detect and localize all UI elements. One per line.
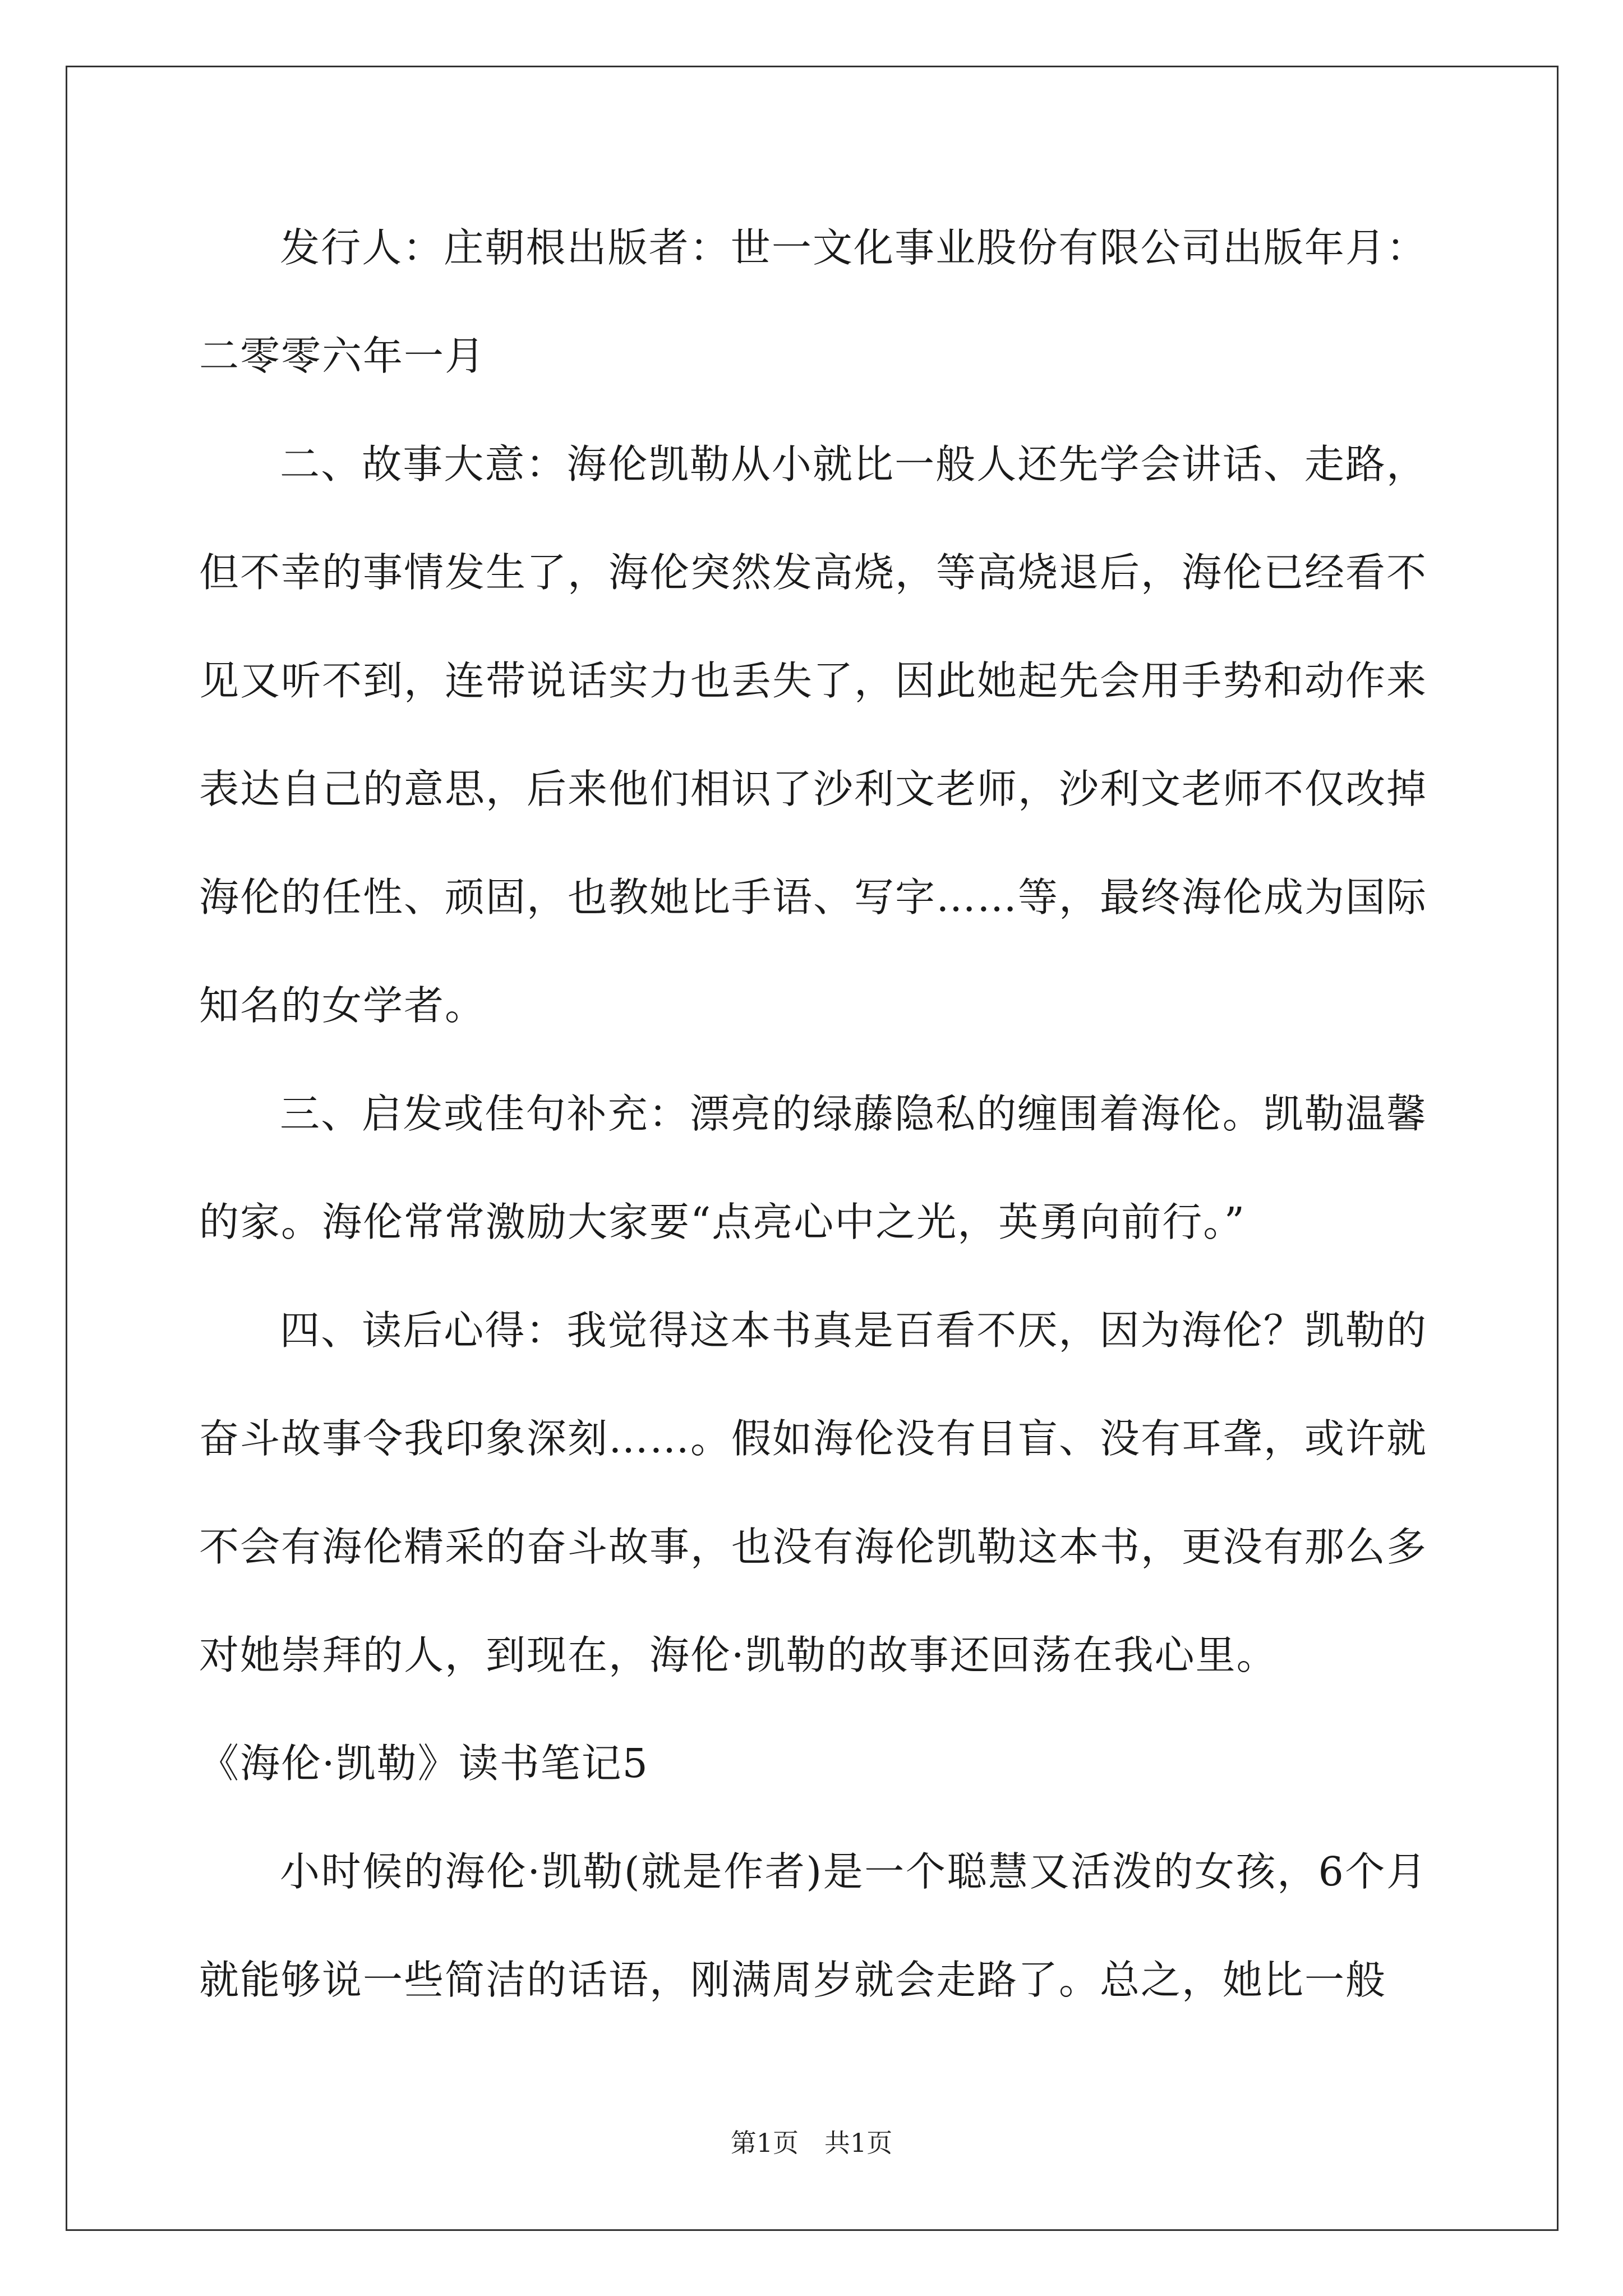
paragraph-reflection: 四、读后心得：我觉得这本书真是百看不厌，因为海伦？凯勒的奋斗故事令我印象深刻……。假如海伦没有目盲、没有耳聋，或许就不会有海伦精采的奋斗故事，也没有海伦凯勒这本书，更没有那么多对她崇拜的人，到现在，海伦·凯勒的故事还回荡在我心里。 bbox=[199, 1307, 1428, 1678]
paragraph-childhood: 小时候的海伦·凯勒(就是作者)是一个聪慧又活泼的女孩，6个月就能够说一些简洁的话语，刚满周岁就会走路了。总之，她比一般 bbox=[199, 1848, 1427, 2003]
page-footer: 第1页 共1页 bbox=[730, 2128, 893, 2158]
document-body bbox=[199, 194, 1427, 2034]
section-heading: 《海伦·凯勒》读书笔记5 bbox=[199, 1740, 649, 1787]
paragraph-inspiration: 三、启发或佳句补充：漂亮的绿藤隐私的缠围着海伦。凯勒温馨的家。海伦常常激励大家要“点亮心中之光，英勇向前行。” bbox=[199, 1091, 1427, 1245]
paragraph-publisher: 发行人：庄朝根出版者：世一文化事业股份有限公司出版年月：二零零六年一月 bbox=[199, 224, 1427, 379]
paragraph-story-summary: 二、故事大意：海伦凯勒从小就比一般人还先学会讲话、走路，但不幸的事情发生了，海伦突然发高烧，等高烧退后，海伦已经看不见又听不到，连带说话实力也丢失了，因此她起先会用手势和动作来表达自己的意思，后来他们相识了沙利文老师，沙利文老师不仅改掉海伦的任性、顽固，也教她比手语、写字……等，最终海伦成为国际知名的女学者。 bbox=[199, 441, 1428, 1029]
